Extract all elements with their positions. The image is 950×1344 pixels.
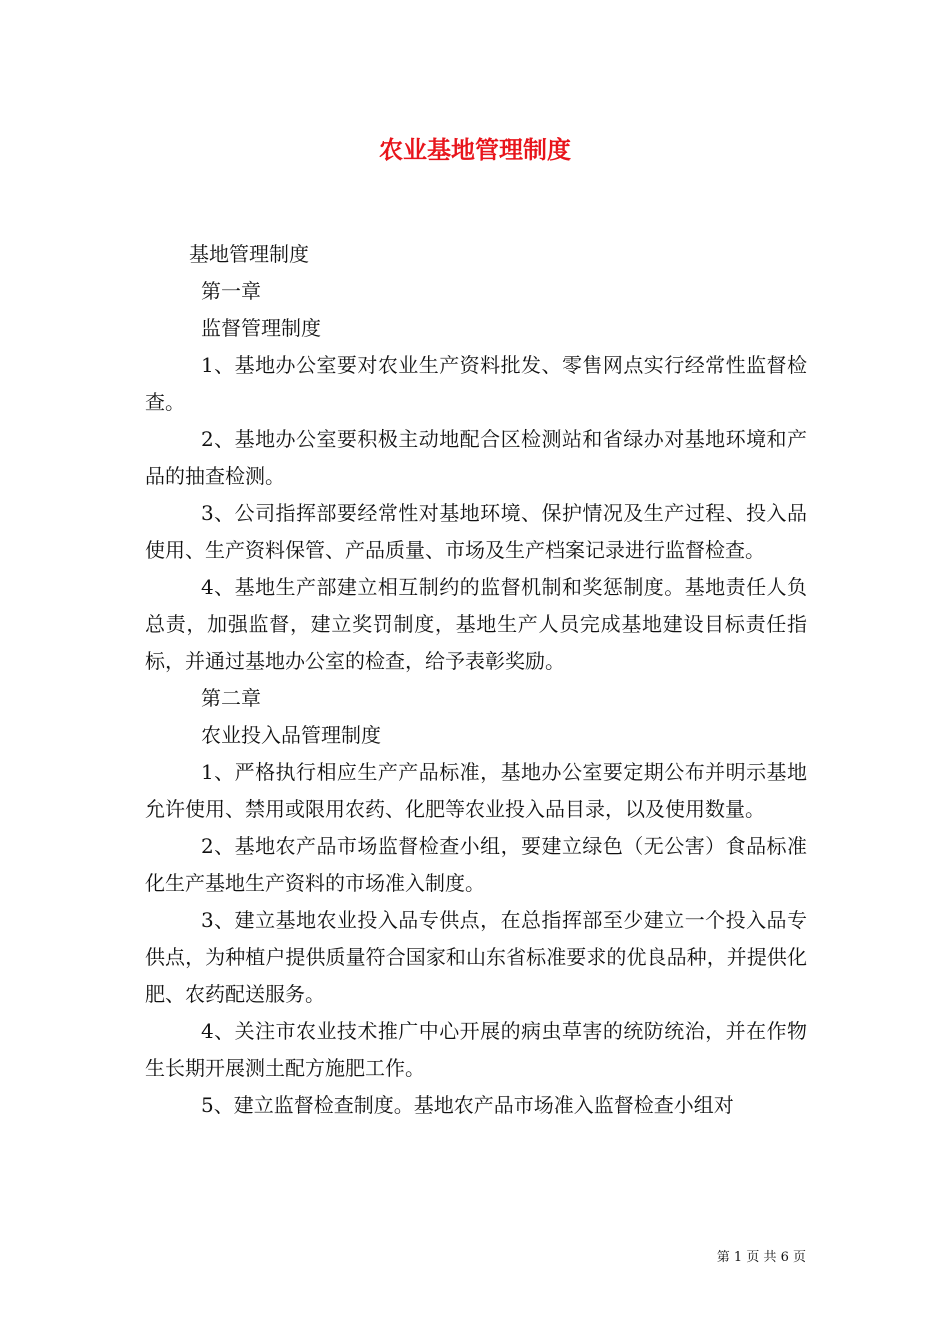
paragraph: 1、严格执行相应生产产品标准，基地办公室要定期公布并明示基地允许使用、禁用或限用农药、化肥等农业投入品目录，以及使用数量。 [145, 760, 807, 821]
paragraph: 5、建立监督检查制度。基地农产品市场准入监督检查小组对 [201, 1093, 734, 1117]
paragraph-heading: 基地管理制度 [189, 242, 309, 266]
page-number: 第 1 页 共 6 页 [716, 1250, 806, 1265]
paragraph: 1、基地办公室要对农业生产资料批发、零售网点实行经常性监督检查。 [145, 353, 807, 414]
paragraph: 4、基地生产部建立相互制约的监督机制和奖惩制度。基地责任人负总责，加强监督，建立奖罚制度，基地生产人员完成基地建设目标责任指标，并通过基地办公室的检查，给予表彰奖励。 [145, 575, 807, 673]
paragraph: 2、基地办公室要积极主动地配合区检测站和省绿办对基地环境和产品的抽查检测。 [145, 427, 807, 488]
chapter-title: 监督管理制度 [201, 316, 321, 340]
document-title: 农业基地管理制度 [379, 135, 571, 164]
paragraph: 2、基地农产品市场监督检查小组，要建立绿色（无公害）食品标准化生产基地生产资料的市场准入制度。 [145, 834, 807, 895]
paragraph: 3、公司指挥部要经常性对基地环境、保护情况及生产过程、投入品使用、生产资料保管、产品质量、市场及生产档案记录进行监督检查。 [145, 501, 807, 562]
paragraph: 4、关注市农业技术推广中心开展的病虫草害的统防统治，并在作物生长期开展测土配方施肥工作。 [145, 1019, 807, 1080]
chapter-label: 第二章 [201, 686, 261, 710]
chapter-label: 第一章 [201, 279, 261, 303]
paragraph: 3、建立基地农业投入品专供点，在总指挥部至少建立一个投入品专供点，为种植户提供质量符合国家和山东省标准要求的优良品种，并提供化肥、农药配送服务。 [145, 908, 807, 1006]
document-body [145, 236, 807, 1124]
chapter-title: 农业投入品管理制度 [201, 723, 381, 747]
